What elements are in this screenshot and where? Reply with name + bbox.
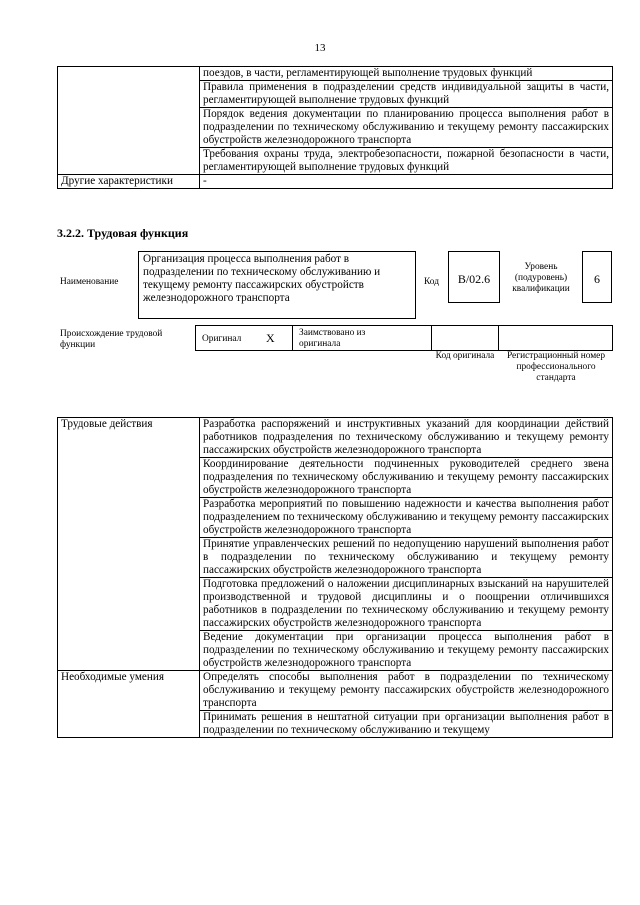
origin-label: Происхождение трудовой функции bbox=[60, 329, 163, 350]
page-number: 13 bbox=[314, 42, 326, 54]
row-label bbox=[58, 67, 200, 175]
row-text: Принимать решения в нештатной ситуации при организации выполнения работ в подразделении по техническому обслуживанию и текущему bbox=[200, 711, 613, 738]
row-text: Порядок ведения документации по планированию процесса выполнения работ в подразделении по техническому обслуживанию и текущему ремонту пассажирских обустройств железнодорожного транспорта bbox=[200, 108, 613, 148]
table-row bbox=[58, 67, 613, 81]
reg-number-caption: Регистрационный номер профессионального стандарта bbox=[506, 351, 606, 383]
row-text: Определять способы выполнения работ в подразделении по техническому обслуживанию и текущему ремонту пассажирских обустройств железнодорожного транспорта bbox=[200, 671, 613, 711]
level-value: 6 bbox=[594, 272, 600, 286]
code-label: Код bbox=[424, 277, 439, 287]
section-label: Трудовые действия bbox=[58, 418, 200, 671]
row-text: Разработка мероприятий по повышению надежности и качества выполнения работ подразделением по техническому обслуживанию и текущему ремонту пассажирских обустройств железнодорожного транспорта bbox=[200, 498, 613, 538]
row-text: Ведение документации при организации процесса выполнения работ в подразделении по техническому обслуживанию и текущему ремонту пассажирских обустройств железнодорожного транспорта bbox=[200, 631, 613, 671]
reg-number-cell bbox=[498, 325, 613, 351]
row-text: Подготовка предложений о наложении дисциплинарных взысканий на нарушителей производственной и трудовой дисциплины и о поощрении отличившихся работников в подразделении по техническому обслуживанию и текущему ремонту пассажирских обустройств железнодорожного транспорта bbox=[200, 578, 613, 631]
row-text: поездов, в части, регламентирующей выполнение трудовых функций bbox=[200, 67, 613, 81]
row-text: Требования охраны труда, электробезопасности, пожарной безопасности в части, регламентирующей выполнение трудовых функций bbox=[200, 148, 613, 175]
row-text: Разработка распоряжений и инструктивных указаний для координации действий работников подразделения по техническому обслуживанию и текущему ремонту пассажирских обустройств железнодорожного транспорта bbox=[200, 418, 613, 458]
code-value: B/02.6 bbox=[457, 272, 491, 286]
level-box bbox=[582, 251, 612, 303]
code-box bbox=[448, 251, 500, 303]
row-text: Координирование деятельности подчиненных руководителей среднего звена подразделения по техническому обслуживанию и текущему ремонту пассажирских обустройств железнодорожного транспорта bbox=[200, 458, 613, 498]
table-row bbox=[58, 175, 613, 189]
level-label: Уровень (подуровень) квалификации bbox=[512, 262, 570, 294]
table-row bbox=[58, 671, 613, 711]
row-label: Другие характеристики bbox=[58, 175, 200, 189]
labor-function-table bbox=[57, 417, 613, 738]
original-cell bbox=[195, 325, 293, 351]
code-original-caption: Код оригинала bbox=[435, 351, 495, 361]
section-label: Необходимые умения bbox=[58, 671, 200, 738]
row-text: Правила применения в подразделении средств индивидуальной защиты в части, регламентирующей выполнение трудовых функций bbox=[200, 81, 613, 108]
row-text: - bbox=[200, 175, 613, 189]
row-text: Принятие управленческих решений по недопущению нарушений выполнения работ в подразделении по техническому обслуживанию и текущему ремонту пассажирских обустройств железнодорожного транспорта bbox=[200, 538, 613, 578]
table-row bbox=[58, 418, 613, 458]
name-label: Наименование bbox=[60, 277, 119, 287]
borrowed-label: Заимствовано из оригинала bbox=[299, 328, 366, 349]
code-original-cell bbox=[431, 325, 499, 351]
knowledge-table-continued bbox=[57, 66, 613, 189]
function-name-box bbox=[138, 251, 416, 319]
borrowed-cell bbox=[292, 325, 432, 351]
function-name: Организация процесса выполнения работ в подразделении по техническому обслуживанию и текущему ремонту пассажирских обустройств железнодорожного транспорта bbox=[143, 253, 381, 304]
original-label: Оригинал bbox=[202, 334, 242, 344]
section-heading: 3.2.2. Трудовая функция bbox=[57, 226, 189, 240]
original-mark: X bbox=[266, 331, 275, 345]
